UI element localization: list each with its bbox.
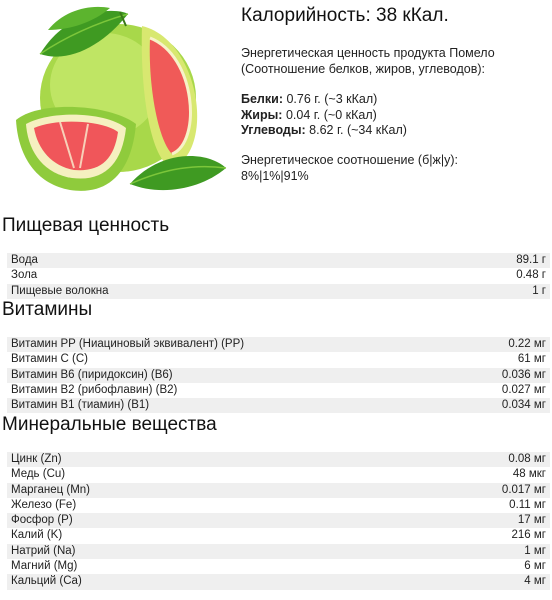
energy-ratio — [241, 152, 546, 184]
row-value: 0.11 мг — [509, 498, 546, 511]
nutrition-table — [7, 253, 550, 299]
row-value: 0.48 г — [516, 269, 546, 282]
pomelo-fruit-icon — [0, 0, 232, 212]
energy-description — [241, 45, 546, 77]
macros-list — [241, 92, 546, 139]
macro-carbs — [241, 123, 546, 139]
row-name: Фосфор (P) — [11, 514, 73, 527]
row-name: Вода — [11, 254, 38, 266]
macro-label: Белки: — [241, 92, 283, 106]
row-value: 0.22 мг — [508, 338, 546, 350]
row-value: 0.036 мг — [501, 368, 546, 381]
row-name: Кальций (Ca) — [11, 575, 82, 588]
row-name: Витамин PP (Ниациновый эквивалент) (PP) — [11, 338, 245, 350]
vitamins-table — [7, 337, 550, 413]
section-title-minerals: Минеральные вещества — [2, 414, 217, 435]
table-row — [7, 398, 550, 413]
row-value: 61 мг — [517, 353, 546, 366]
table-row — [7, 513, 550, 528]
table-row — [7, 574, 550, 589]
table-row — [7, 528, 550, 543]
macro-label: Углеводы: — [241, 123, 306, 137]
table-row — [7, 368, 550, 383]
ratio-value: 8%|1%|91% — [241, 168, 309, 183]
table-row — [7, 268, 550, 283]
row-value: 1 мг — [524, 544, 546, 557]
row-value: 0.027 мг — [501, 383, 546, 396]
table-row — [7, 337, 550, 352]
macro-value: 0.76 г. (~3 кКал) — [286, 92, 378, 106]
table-row — [7, 253, 550, 268]
macro-label: Жиры: — [241, 107, 283, 122]
table-row — [7, 498, 550, 513]
section-title-nutrition: Пищевая ценность — [2, 215, 170, 236]
row-name: Медь (Cu) — [11, 468, 66, 481]
minerals-table — [7, 452, 550, 590]
row-value: 4 мг — [524, 575, 546, 588]
row-value: 1 г — [532, 284, 546, 297]
table-row — [7, 352, 550, 367]
row-value: 0.017 мг — [501, 483, 546, 496]
row-name: Марганец (Mn) — [11, 483, 91, 496]
table-row — [7, 559, 550, 574]
row-name: Цинк (Zn) — [11, 453, 62, 465]
row-name: Зола — [11, 269, 38, 282]
table-row — [7, 284, 550, 299]
section-title-vitamins: Витамины — [2, 299, 93, 320]
table-row — [7, 467, 550, 482]
row-value: 6 мг — [524, 560, 546, 573]
row-name: Витамин С (C) — [11, 353, 88, 366]
energy-desc-line2: (Соотношение белков, жиров, углеводов): — [241, 62, 486, 76]
energy-info — [241, 0, 546, 184]
row-value: 0.08 мг — [508, 453, 546, 465]
ratio-label: Энергетическое соотношение (б|ж|у): — [241, 152, 458, 167]
row-value: 17 мг — [517, 514, 546, 527]
energy-desc-line1: Энергетическая ценность продукта Помело — [241, 46, 495, 60]
row-name: Железо (Fe) — [11, 498, 77, 511]
row-name: Витамин В6 (пиридоксин) (B6) — [11, 368, 173, 381]
row-value: 89.1 г — [516, 254, 546, 266]
table-row — [7, 383, 550, 398]
row-name: Витамин В1 (тиамин) (B1) — [11, 399, 150, 412]
row-name: Витамин В2 (рибофлавин) (B2) — [11, 383, 178, 396]
row-value: 216 мг — [511, 529, 546, 542]
table-row — [7, 483, 550, 498]
row-name: Пищевые волокна — [11, 284, 109, 297]
row-name: Натрий (Na) — [11, 544, 76, 557]
macro-value: 8.62 г. (~34 кКал) — [309, 123, 407, 137]
table-row — [7, 452, 550, 467]
row-name: Магний (Mg) — [11, 560, 78, 573]
row-name: Калий (K) — [11, 529, 63, 542]
row-value: 0.034 мг — [501, 399, 546, 412]
row-value: 48 мкг — [512, 468, 546, 481]
macro-fat — [241, 108, 546, 124]
calorie-title: Калорийность: 38 кКал. — [241, 5, 449, 26]
macro-protein — [241, 92, 546, 108]
table-row — [7, 544, 550, 559]
macro-value: 0.04 г. (~0 кКал) — [285, 107, 377, 122]
